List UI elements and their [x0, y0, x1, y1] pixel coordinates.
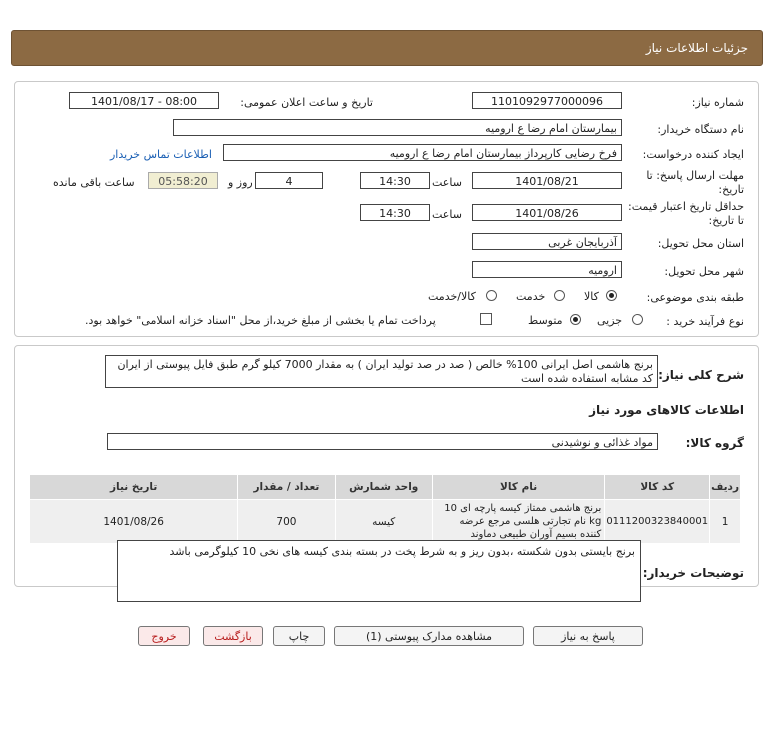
process-option-medium: متوسط: [528, 314, 563, 327]
col-header-name: نام کالا: [432, 475, 604, 500]
creator-label: ایجاد کننده درخواست:: [642, 148, 744, 161]
goods-section-title: اطلاعات کالاهای مورد نیاز: [589, 403, 744, 417]
table-row: [30, 500, 741, 544]
city-field: ارومیه: [472, 261, 622, 278]
goods-table-wrapper: [29, 474, 741, 544]
category-radio-service[interactable]: [554, 290, 565, 301]
days-label: روز و: [228, 176, 253, 189]
buyer-label: نام دستگاه خریدار:: [657, 123, 744, 136]
category-radio-goods-service[interactable]: [486, 290, 497, 301]
process-option-minor: جزیی: [597, 314, 623, 327]
creator-field: فرخ رضایی کارپرداز بیمارستان امام رضا ع ارومیه: [223, 144, 622, 161]
description-box: برنج هاشمی اصل ایرانی 100% خالص ( صد در صد تولید ایران ) به مقدار 7000 کیلو گرم طبق فایل پیوستی از ایران کد مشابه استفاده شده است: [105, 355, 658, 388]
goods-group-field: مواد غذائی و نوشیدنی: [107, 433, 658, 450]
cell-name: برنج هاشمی ممتاز کیسه پارچه ای 10 kg نام تجارتی هلسی مرجع عرضه کننده بسیم آوران طبیعی دماوند: [432, 500, 604, 544]
buyer-field: بیمارستان امام رضا ع ارومیه: [173, 119, 622, 136]
province-field: آذربایجان غربی: [472, 233, 622, 250]
remaining-time-field: 05:58:20: [148, 172, 218, 189]
province-label: استان محل تحویل:: [657, 237, 744, 250]
validity-label: حداقل تاریخ اعتبار قیمت: تا تاریخ:: [628, 200, 744, 227]
category-radio-goods[interactable]: [606, 290, 617, 301]
need-number-label: شماره نیاز:: [691, 96, 744, 109]
remaining-label: ساعت باقی مانده: [53, 176, 135, 189]
category-option-goods: کالا: [584, 290, 599, 303]
deadline-time-field: 14:30: [360, 172, 430, 189]
buyer-notes-label: توضیحات خریدار:: [642, 566, 744, 580]
days-field: 4: [255, 172, 323, 189]
treasury-checkbox[interactable]: [480, 313, 492, 325]
col-header-qty: تعداد / مقدار: [238, 475, 335, 500]
col-header-date: تاریخ نیاز: [30, 475, 238, 500]
col-header-index: ردیف: [710, 475, 741, 500]
city-label: شهر محل تحویل:: [664, 265, 744, 278]
category-label: طبقه بندی موضوعی:: [646, 291, 744, 304]
cell-date: 1401/08/26: [30, 500, 238, 544]
page-header: [11, 30, 763, 66]
goods-table-header: [30, 475, 741, 500]
need-number-field: 1101092977000096: [472, 92, 622, 109]
cell-code: 0111200323840001: [605, 500, 710, 544]
cell-qty: 700: [238, 500, 335, 544]
announce-field: 1401/08/17 - 08:00: [69, 92, 219, 109]
validity-time-field: 14:30: [360, 204, 430, 221]
cell-unit: کیسه: [335, 500, 432, 544]
validity-date-field: 1401/08/26: [472, 204, 622, 221]
back-button[interactable]: بازگشت: [203, 626, 263, 646]
deadline-label: مهلت ارسال پاسخ: تا تاریخ:: [646, 169, 744, 196]
col-header-unit: واحد شمارش: [335, 475, 432, 500]
cell-index: 1: [710, 500, 741, 544]
category-option-goods-service: کالا/خدمت: [428, 290, 476, 303]
validity-time-label: ساعت: [432, 208, 462, 221]
col-header-code: کد کالا: [605, 475, 710, 500]
exit-button[interactable]: خروج: [138, 626, 190, 646]
treasury-note: پرداخت تمام یا بخشی از مبلغ خرید،از محل "اسناد خزانه اسلامی" خواهد بود.: [85, 314, 436, 327]
process-label: نوع فرآیند خرید :: [666, 315, 744, 328]
description-label: شرح کلی نیاز:: [658, 368, 744, 382]
attachments-button[interactable]: مشاهده مدارک پیوستی (1): [334, 626, 524, 646]
contact-buyer-link[interactable]: اطلاعات تماس خریدار: [110, 148, 212, 161]
page-title: جزئیات اطلاعات نیاز: [645, 41, 748, 55]
goods-group-label: گروه کالا:: [685, 436, 744, 450]
reply-button[interactable]: پاسخ به نیاز: [533, 626, 643, 646]
process-radio-medium[interactable]: [570, 314, 581, 325]
buyer-notes-box: برنج بایستی بدون شکسته ،بدون ریز و به شرط پخت در بسته بندی کیسه های نخی 10 کیلوگرمی باشد: [117, 540, 641, 602]
goods-table: [29, 474, 741, 544]
category-option-service: خدمت: [516, 290, 546, 303]
deadline-date-field: 1401/08/21: [472, 172, 622, 189]
print-button[interactable]: چاپ: [273, 626, 325, 646]
process-radio-minor[interactable]: [632, 314, 643, 325]
announce-label: تاریخ و ساعت اعلان عمومی:: [240, 96, 373, 109]
deadline-time-label: ساعت: [432, 176, 462, 189]
